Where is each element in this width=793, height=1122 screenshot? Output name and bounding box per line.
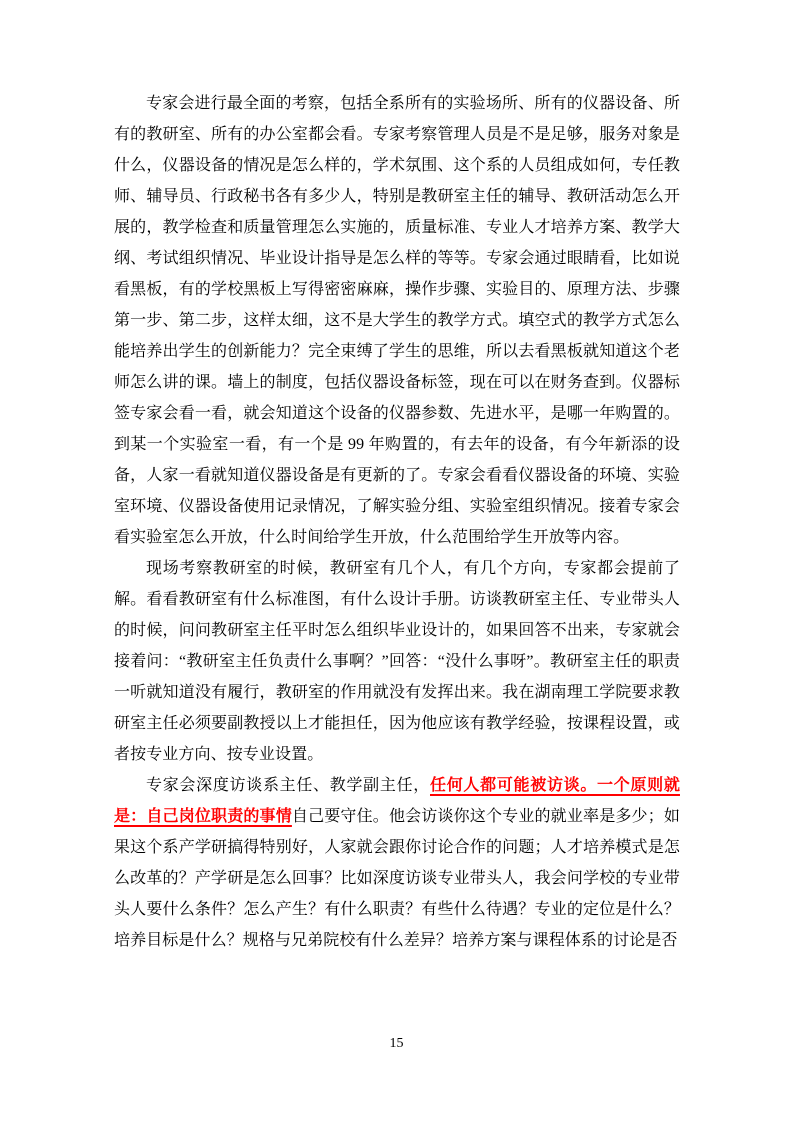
paragraph-3-lead-text: 专家会深度访谈系主任、教学副主任， [146,777,430,794]
paragraph-3 [114,770,680,956]
paragraph-1-text: 专家会进行最全面的考察，包括全系所有的实验场所、所有的仪器设备、所有的教研室、所有的办公室都会看。专家考察管理人员是不是足够，服务对象是什么，仪器设备的情况是怎么样的，学术氛围、这个系的人员组成如何，专任教师、辅导员、行政秘书各有多少人，特别是教研室主任的辅导、教研活动怎么开展的，教学检查和质量管理怎么实施的，质量标准、专业人才培养方案、教学大纲、考试组织情况、毕业设计指导是怎么样的等等。专家会通过眼睛看，比如说看黑板，有的学校黑板上写得密密麻麻，操作步骤、实验目的、原理方法、步骤第一步、第二步，这样太细，这不是大学生的教学方式。填空式的教学方式怎么能培养出学生的创新能力？完全束缚了学生的思维，所以去看黑板就知道这个老师怎么讲的课。墙上的制度，包括仪器设备标签，现在可以在财务查到。仪器标签专家会看一看，就会知道这个设备的仪器参数、先进水平，是哪一年购置的。到某一个实验室一看，有一个是 99 年购置的，有去年的设备，有今年新添的设备，人家一看就知道仪器设备是有更新的了。专家会看看仪器设备的环境、实验室环境、仪器设备使用记录情况，了解实验分组、实验室组织情况。接着专家会看实验室怎么开放，什么时间给学生开放，什么范围给学生开放等内容。 [114,95,680,546]
paragraph-1 [114,88,680,553]
paragraph-2-text: 现场考察教研室的时候，教研室有几个人，有几个方向，专家都会提前了解。看看教研室有什么标准图，有什么设计手册。访谈教研室主任、专业带头人的时候，问问教研室主任平时怎么组织毕业设计的，如果回答不出来，专家就会接着问：“教研室主任负责什么事啊？”回答：“没什么事呀”。教研室主任的职责一听就知道没有履行，教研室的作用就没有发挥出来。我在湖南理工学院要求教研室主任必须要副教授以上才能担任，因为他应该有教学经验，按课程设置，或者按专业方向、按专业设置。 [114,560,680,763]
page-number: 15 [389,1036,404,1051]
paragraph-3-trail-text: 自己要守住。他会访谈你这个专业的就业率是多少；如果这个系产学研搞得特别好，人家就会跟你讨论合作的问题；人才培养模式是怎么改革的？产学研是怎么回事？比如深度访谈专业带头人，我会问学校的专业带头人要什么条件？怎么产生？有什么职责？有些什么待遇？专业的定位是什么？培养目标是什么？规格与兄弟院校有什么差异？培养方案与课程体系的讨论是否 [114,808,680,949]
document-body [114,88,680,956]
paragraph-2 [114,553,680,770]
paragraph-3-highlighted-text: 任何人都可能被访谈。一个原则就是：自己岗位职责的事情 [114,777,680,825]
